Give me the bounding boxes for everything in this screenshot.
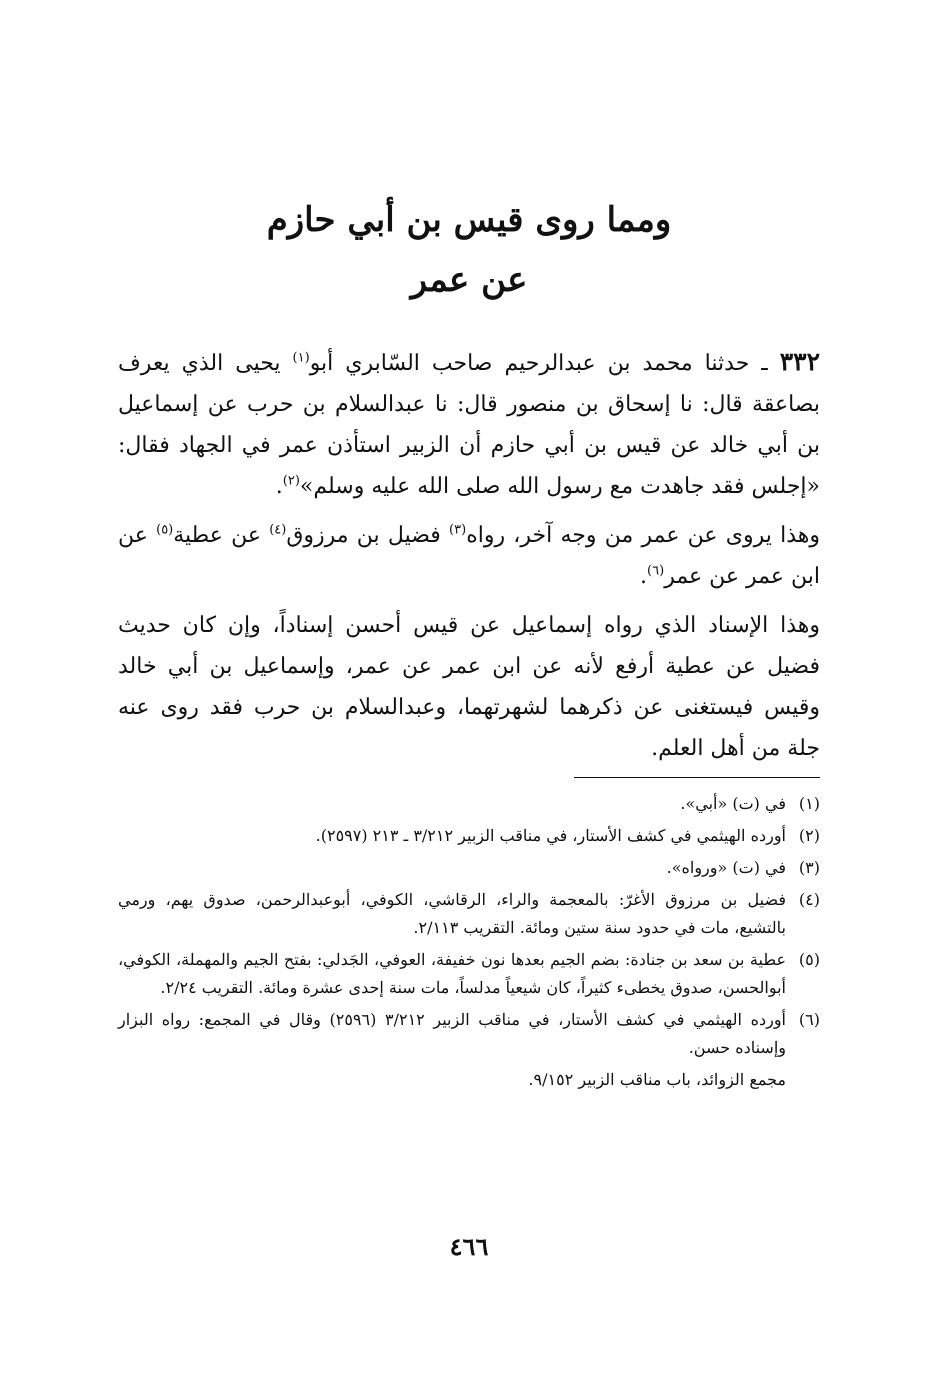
commentary-text-a: وهذا يروى عن عمر من وجه آخر، رواه [466,523,821,548]
footnote-separator [574,777,820,778]
footnote-text: في (ت) «أبي». [680,794,786,813]
footnote-number: (٤) [798,890,820,909]
footnote-ref-1: (١) [292,350,310,366]
footnote-text: أورده الهيثمي في كشف الأستار، في مناقب الزبير ٣/٢١٢ ـ ٢١٣ (٢٥٩٧). [315,826,786,845]
footnote-text: في (ت) «ورواه». [666,858,786,877]
footnote-number: (٦) [798,1010,820,1029]
commentary-paragraph-1 [118,515,820,597]
footnote-1 [118,790,820,818]
page-content [118,195,820,1094]
commentary-paragraph-2: وهذا الإسناد الذي رواه إسماعيل عن قيس أحسن إسناداً، وإن كان حديث فضيل عن عطية أرفع لأنه عن ابن عمر عن عمر، وإسماعيل بن أبي خالد وقيس فيستغنى عن ذكرهما لشهرتهما، وعبدالسلام بن حرب فقد روى عنه جلة من أهل العلم. [118,613,820,761]
commentary-text-d: عن ابن عمر عن عمر [118,523,820,589]
hadith-paragraph [118,341,820,507]
hadith-text-2: يحيى الذي يعرف بصاعقة قال: نا إسحاق بن منصور قال: نا عبدالسلام بن حرب عن إسماعيل بن أبي خالد عن قيس بن أبي حازم أن الزبير استأذن عمر في الجهاد فقال: «إجلس فقد جاهدت مع رسول الله صلى الله عليه وسلم» [118,351,820,499]
footnote-ref-4: (٤) [269,522,287,538]
commentary-text-c: عن عطية [173,523,261,548]
footnote-text: عطية بن سعد بن جنادة: بضم الجيم بعدها نون خفيفة، العوفي، الجَدلي: بفتح الجيم والمهملة، الكوفي، أبوالحسن، صدوق يخطىء كثيراً، كان شيعياً مدلساً، مات سنة إحدى عشرة ومائة. التقريب ٢/٢٤. [118,950,786,997]
commentary-end: . [640,564,648,589]
hadith-end: . [275,474,283,499]
hadith-text-1: ـ حدثنا محمد بن عبدالرحيم صاحب السّابري أبو [309,351,768,376]
footnote-3 [118,854,820,882]
footnote-ref-6: (٦) [647,563,665,579]
footnote-6-continuation: مجمع الزوائد، باب مناقب الزبير ٩/١٥٢. [528,1070,786,1089]
footnote-2 [118,822,820,850]
footnotes [118,790,820,1094]
footnote-text: فضيل بن مرزوق الأغرّ: بالمعجمة والراء، الرقاشي، الكوفي، أبوعبدالرحمن، صدوق يهم، ورمي بالتشيع، مات في حدود سنة ستين ومائة. التقريب ٢/١١٣. [118,890,786,937]
footnote-text: أورده الهيثمي في كشف الأستار، في مناقب الزبير ٣/٢١٢ (٢٥٩٦) وقال في المجمع: رواه البزار وإسناده حسن. [118,1010,787,1057]
footnote-number: (٢) [798,826,820,845]
main-text [118,341,820,769]
footnote-5 [118,946,820,1002]
footnote-number: (٣) [798,858,820,877]
footnote-number: (١) [798,794,820,813]
footnote-4 [118,886,820,942]
footnote-ref-5: (٥) [156,522,174,538]
footnote-ref-2: (٢) [282,473,300,489]
footnote-ref-3: (٣) [449,522,467,538]
section-subtitle: عن عمر [410,260,528,300]
commentary-text-b: فضيل بن مرزوق [286,523,441,548]
page-number: ٤٦٦ [449,1232,489,1261]
footnote-number: (٥) [798,950,820,969]
hadith-number: ٣٣٢ [779,347,821,376]
section-title: ومما روى قيس بن أبي حازم [266,200,672,240]
footnote-6 [118,1006,820,1062]
